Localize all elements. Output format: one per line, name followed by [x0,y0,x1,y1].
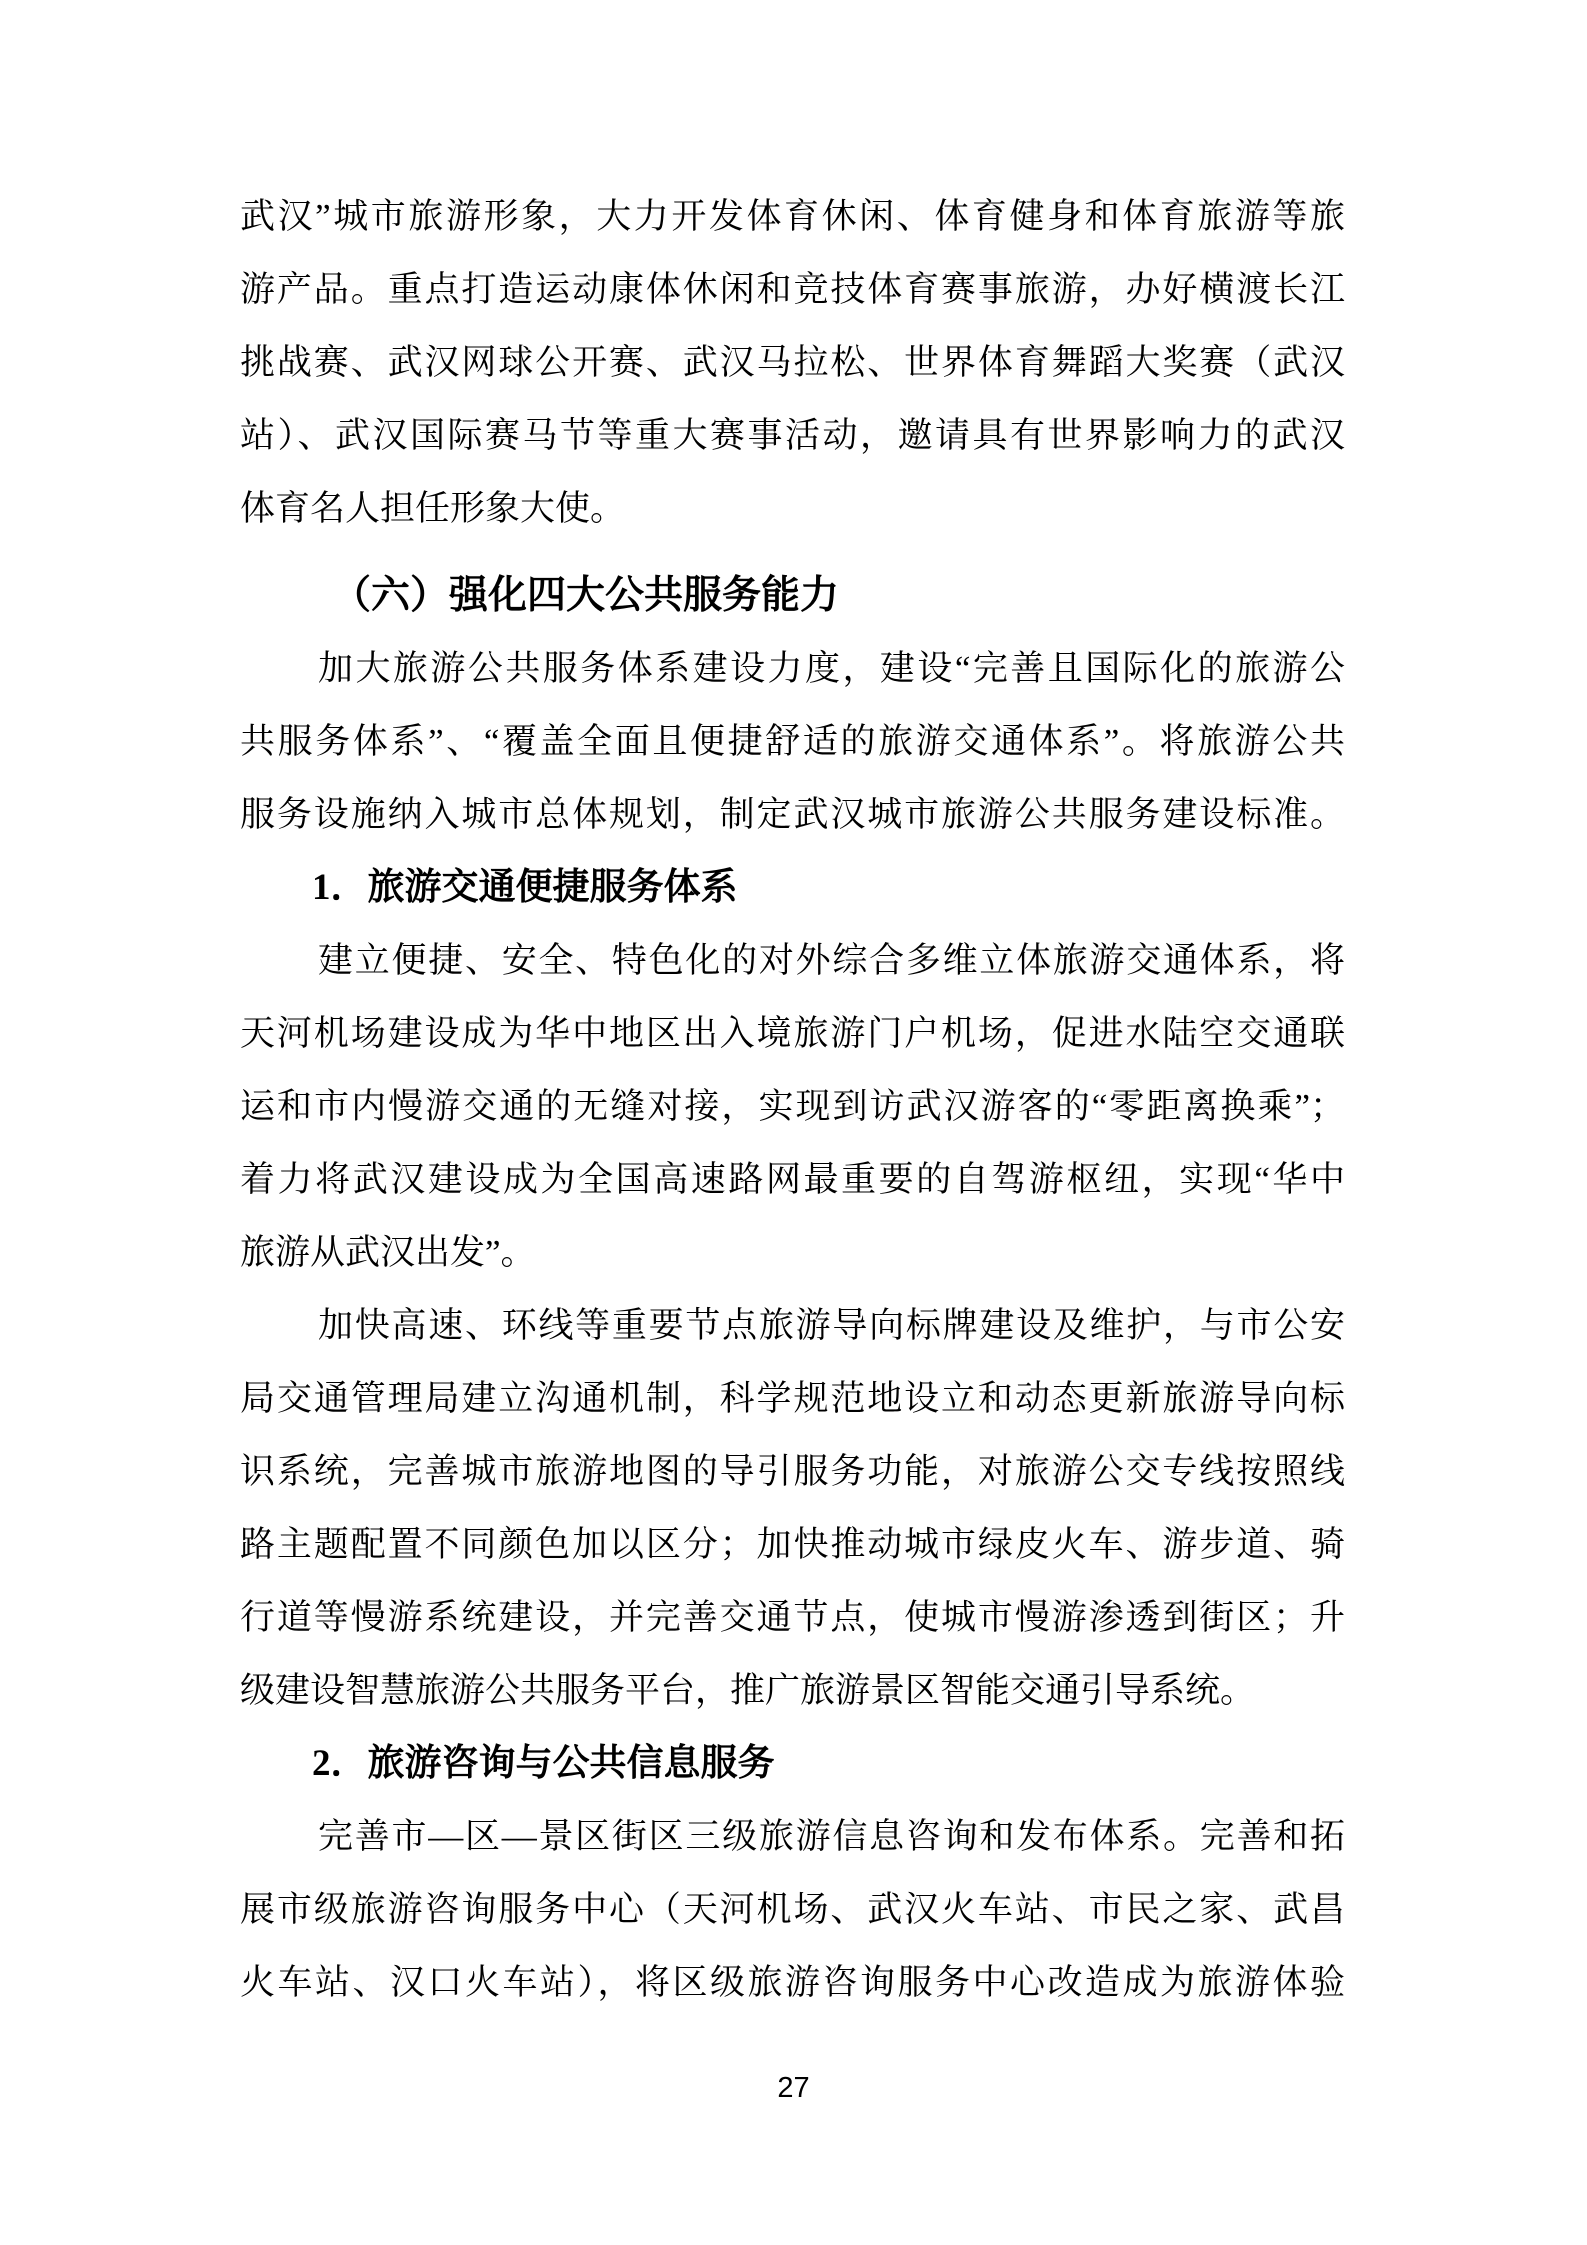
text-line: 武汉”城市旅游形象，大力开发体育休闲、体育健身和体育旅游等旅 [240,197,1345,236]
page-number: 27 [777,2072,810,2104]
subsection-heading: 1．旅游交通便捷服务体系 [312,867,738,908]
text-line: 着力将武汉建设成为全国高速路网最重要的自驾游枢纽，实现“华中 [240,1160,1345,1199]
text-line: 站）、武汉国际赛马节等重大赛事活动，邀请具有世界影响力的武汉 [240,416,1345,455]
text-line: 完善市—区—景区街区三级旅游信息咨询和发布体系。完善和拓 [318,1817,1345,1856]
subsection-heading: 2．旅游咨询与公共信息服务 [312,1743,775,1784]
section-heading: （六）强化四大公共服务能力 [332,574,840,617]
text-line: 识系统，完善城市旅游地图的导引服务功能，对旅游公交专线按照线 [240,1452,1345,1491]
text-line: 火车站、汉口火车站），将区级旅游咨询服务中心改造成为旅游体验 [240,1963,1345,2002]
text-line: 共服务体系”、“覆盖全面且便捷舒适的旅游交通体系”。将旅游公共 [240,722,1345,761]
text-line: 局交通管理局建立沟通机制，科学规范地设立和动态更新旅游导向标 [240,1379,1345,1418]
text-line: 运和市内慢游交通的无缝对接，实现到访武汉游客的“零距离换乘”； [240,1087,1345,1126]
text-line: 旅游从武汉出发”。 [240,1233,536,1272]
text-line: 服务设施纳入城市总体规划，制定武汉城市旅游公共服务建设标准。 [240,795,1345,834]
text-line: 行道等慢游系统建设，并完善交通节点，使城市慢游渗透到街区；升 [240,1598,1345,1637]
text-line: 路主题配置不同颜色加以区分；加快推动城市绿皮火车、游步道、骑 [240,1525,1345,1564]
text-line: 加大旅游公共服务体系建设力度，建设“完善且国际化的旅游公 [318,649,1345,688]
text-line: 加快高速、环线等重要节点旅游导向标牌建设及维护，与市公安 [318,1306,1345,1345]
text-line: 建立便捷、安全、特色化的对外综合多维立体旅游交通体系，将 [318,941,1345,980]
text-line: 级建设智慧旅游公共服务平台，推广旅游景区智能交通引导系统。 [240,1671,1256,1710]
text-line: 挑战赛、武汉网球公开赛、武汉马拉松、世界体育舞蹈大奖赛（武汉 [240,343,1345,382]
text-line: 游产品。重点打造运动康体休闲和竞技体育赛事旅游，办好横渡长江 [240,270,1345,309]
text-line: 天河机场建设成为华中地区出入境旅游门户机场，促进水陆空交通联 [240,1014,1345,1053]
page-footer [0,2072,1587,2105]
text-line: 展市级旅游咨询服务中心（天河机场、武汉火车站、市民之家、武昌 [240,1890,1345,1929]
text-line: 体育名人担任形象大使。 [240,489,626,528]
page-body [240,180,1345,2019]
